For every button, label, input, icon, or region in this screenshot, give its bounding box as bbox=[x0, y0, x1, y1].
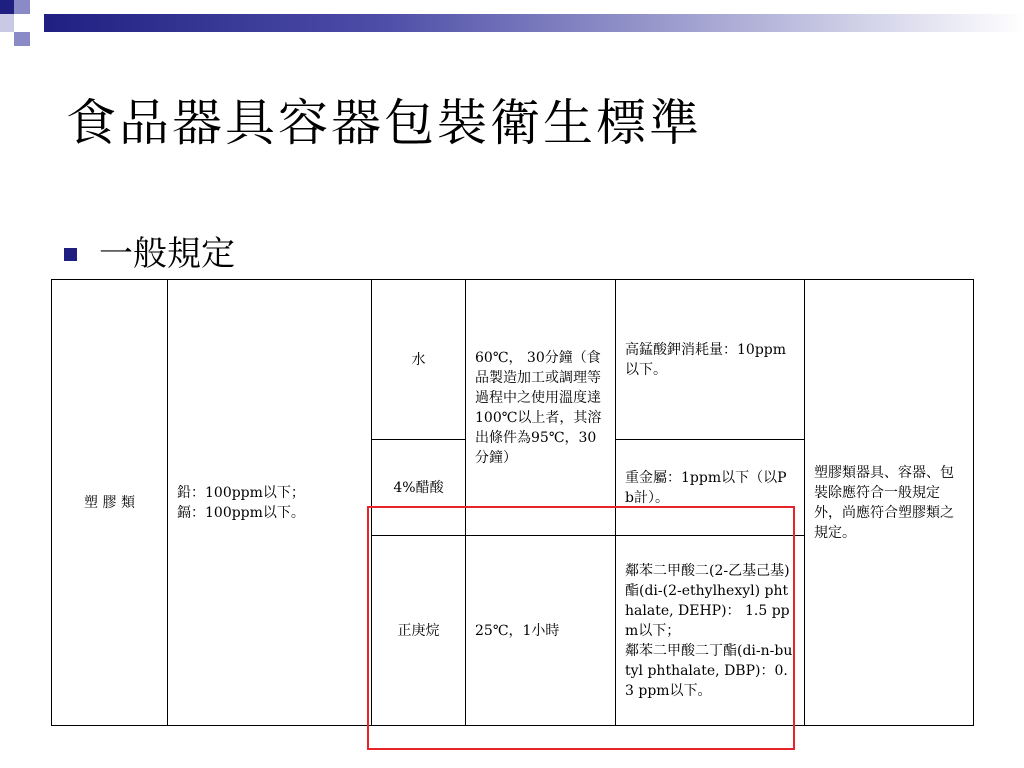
bullet-text: 一般規定 bbox=[99, 234, 235, 274]
solvent-cell: 4%醋酸 bbox=[372, 440, 466, 536]
limits-cell: 鉛：100ppm以下； 鎘：100ppm以下。 bbox=[168, 280, 372, 726]
header-squares-logo bbox=[0, 0, 60, 60]
highlight-box bbox=[367, 506, 795, 750]
criterion-cell: 高錳酸鉀消耗量：10ppm 以下。 bbox=[616, 280, 805, 440]
square-bullet-icon bbox=[64, 248, 77, 261]
condition-cell: 25℃，1小時 bbox=[466, 536, 616, 726]
solvent-cell: 水 bbox=[372, 280, 466, 440]
criterion-cell: 鄰苯二甲酸二(2-乙基己基)酯(di-(2-ethylhexyl) phthalate, DEHP)： 1.5 ppm以下； 鄰苯二甲酸二丁酯(di-n-butyl phthalate, DBP)：0.3 ppm以下。 bbox=[616, 536, 805, 726]
criterion-cell: 重金屬：1ppm以下（以Pb計）。 bbox=[616, 440, 805, 536]
header-gradient-bar bbox=[40, 14, 1024, 32]
remark-cell: 塑膠類器具、容器、包裝除應符合一般規定外，尚應符合塑膠類之規定。 bbox=[805, 280, 974, 726]
table-row bbox=[52, 280, 974, 440]
solvent-cell: 正庚烷 bbox=[372, 536, 466, 726]
bullet-item bbox=[64, 234, 235, 274]
material-cell: 塑 膠 類 bbox=[52, 280, 168, 726]
condition-cell: 60℃， 30分鐘（食品製造加工或調理等過程中之使用溫度達100℃以上者，其溶出條件為95℃，30分鐘） bbox=[466, 280, 616, 536]
page-title: 食品器具容器包裝衛生標準 bbox=[66, 94, 702, 152]
